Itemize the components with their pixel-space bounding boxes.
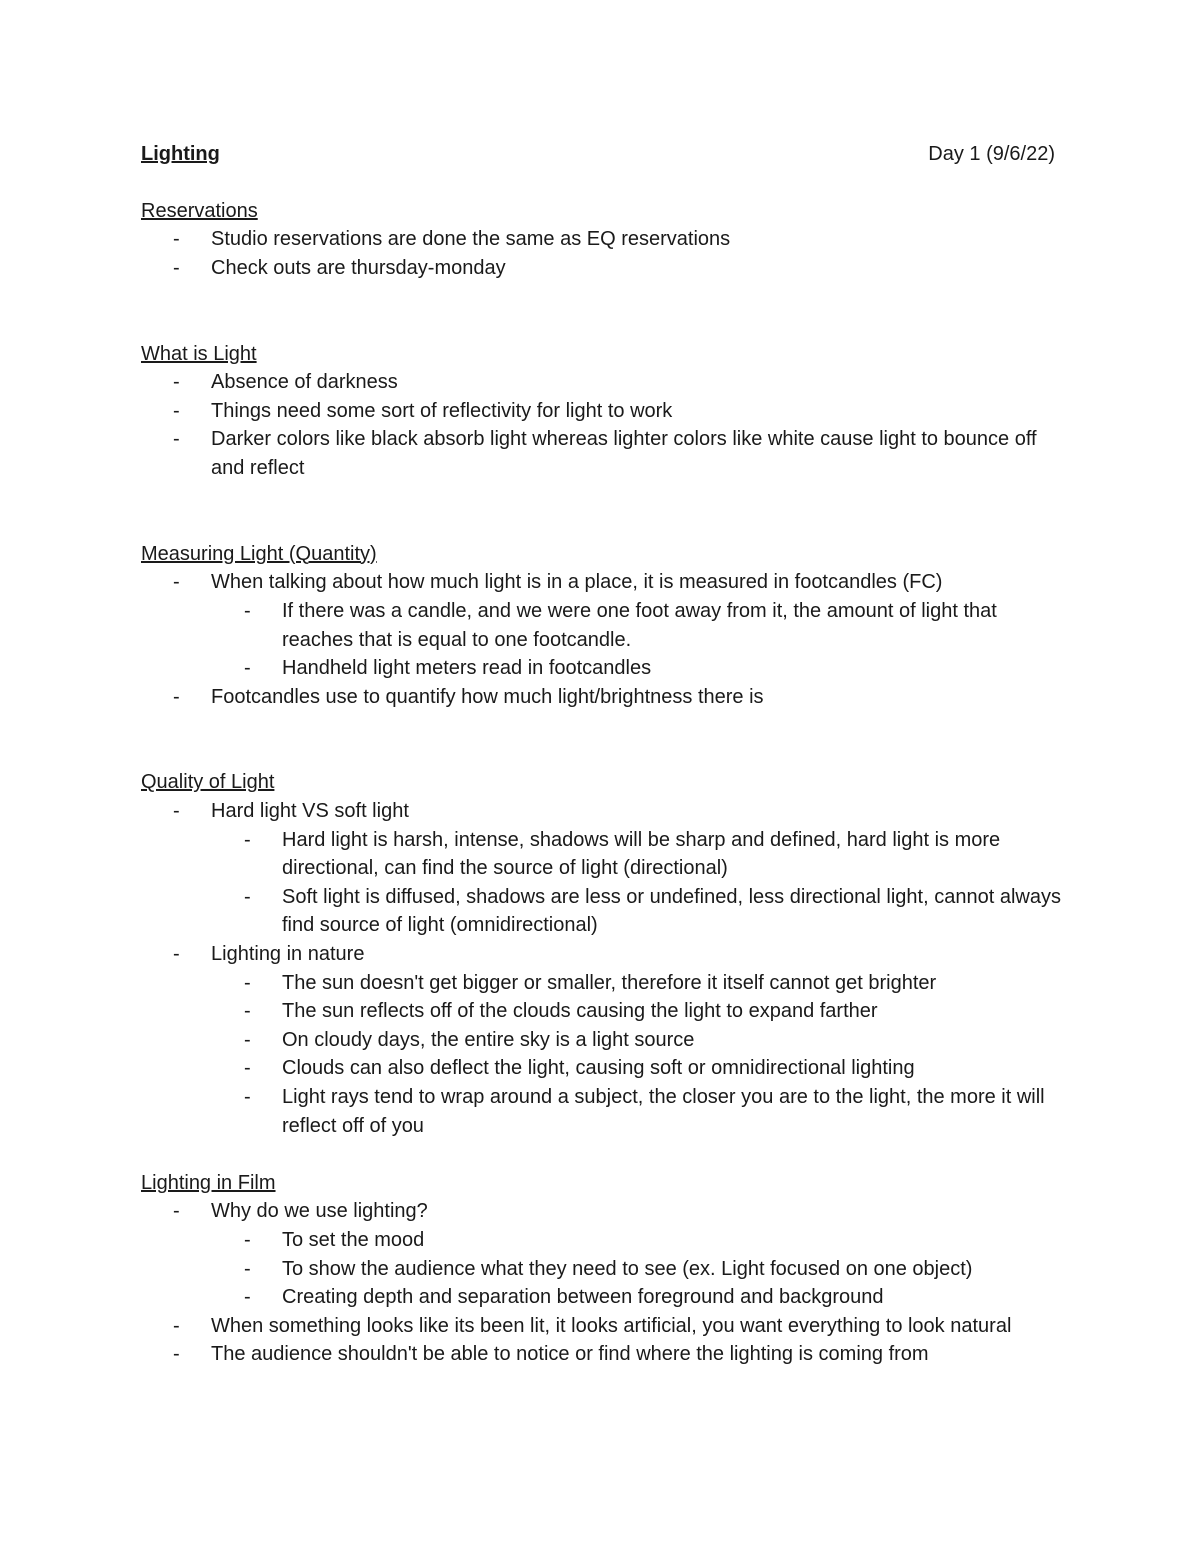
list-item xyxy=(141,1226,1061,1255)
spacer xyxy=(141,168,1061,197)
list-item-text: If there was a candle, and we were one foot away from it, the amount of light that reaches that is equal to one footcandle. xyxy=(282,599,997,651)
list-item-text: Absence of darkness xyxy=(211,371,398,394)
section-heading: Quality of Light xyxy=(141,771,275,794)
document-title: Lighting xyxy=(141,143,220,165)
list-item xyxy=(141,1283,1061,1312)
bullet-dash: - xyxy=(244,885,251,908)
document-page xyxy=(141,140,1061,1369)
list-item xyxy=(141,1340,1061,1369)
bullet-dash: - xyxy=(244,1286,251,1309)
bullet-dash: - xyxy=(244,1028,251,1051)
bullet-dash: - xyxy=(173,399,180,422)
list-item-text: Studio reservations are done the same as EQ reservations xyxy=(211,228,731,251)
spacer xyxy=(141,740,1061,769)
list-item-text: Creating depth and separation between foreground and background xyxy=(282,1286,884,1309)
bullet-dash: - xyxy=(244,971,251,994)
bullet-dash: - xyxy=(244,1086,251,1108)
spacer xyxy=(141,511,1061,540)
bullet-dash: - xyxy=(244,1257,251,1280)
list-item-text: Darker colors like black absorb light whereas lighter colors like white cause light to bounce off and reflect xyxy=(211,428,1037,479)
list-item-text: Soft light is diffused, shadows are less or undefined, less directional light, cannot always find source of light (omnidirectional) xyxy=(282,885,1061,937)
bullet-dash: - xyxy=(244,1000,251,1023)
list-item-text: When something looks like its been lit, it looks artificial, you want everything to look natural xyxy=(211,1314,1012,1337)
list-item xyxy=(141,225,1061,254)
list-item-text: Hard light is harsh, intense, shadows will be sharp and defined, hard light is more directional, can find the source of light (directional) xyxy=(282,828,1001,880)
bullet-dash: - xyxy=(173,1314,180,1337)
bullet-dash: - xyxy=(173,1200,180,1223)
section xyxy=(141,540,1061,712)
list-item-text: To show the audience what they need to see (ex. Light focused on one object) xyxy=(282,1257,973,1280)
bullet-dash: - xyxy=(244,828,251,851)
section-heading: Measuring Light (Quantity) xyxy=(141,542,377,565)
spacer xyxy=(141,483,1061,512)
bullet-dash: - xyxy=(173,256,180,279)
bullet-dash: - xyxy=(244,1228,251,1251)
bullet-list xyxy=(141,225,1061,282)
spacer xyxy=(141,1140,1061,1169)
section xyxy=(141,768,1061,1140)
list-item xyxy=(141,368,1061,397)
bullet-list xyxy=(141,1197,1061,1369)
title-row xyxy=(141,140,1061,168)
section-heading: Lighting in Film xyxy=(141,1171,276,1194)
list-item-text: Why do we use lighting? xyxy=(211,1200,428,1223)
list-item xyxy=(141,568,1061,597)
bullet-list xyxy=(141,368,1061,482)
list-item xyxy=(141,683,1061,712)
section xyxy=(141,197,1061,283)
bullet-list xyxy=(141,568,1061,711)
spacer xyxy=(141,311,1061,340)
list-item-text: Light rays tend to wrap around a subject, the closer you are to the light, the more it will reflect off of you xyxy=(282,1086,1045,1137)
bullet-dash: - xyxy=(244,657,251,680)
list-item xyxy=(141,654,1061,683)
list-item xyxy=(141,1026,1061,1055)
list-item-text: Lighting in nature xyxy=(211,943,365,966)
list-item-text: Hard light VS soft light xyxy=(211,800,409,823)
list-item xyxy=(141,940,1061,969)
list-item-text: Footcandles use to quantify how much light/brightness there is xyxy=(211,685,764,708)
bullet-dash: - xyxy=(173,571,180,594)
list-item xyxy=(141,1083,1061,1140)
list-item-text: Clouds can also deflect the light, causing soft or omnidirectional lighting xyxy=(282,1057,915,1080)
list-item xyxy=(141,969,1061,998)
list-item-text: Things need some sort of reflectivity for light to work xyxy=(211,399,673,422)
list-item xyxy=(141,826,1061,883)
list-item-text: The sun reflects off of the clouds causing the light to expand farther xyxy=(282,1000,878,1023)
list-item-text: Check outs are thursday-monday xyxy=(211,256,506,279)
list-item xyxy=(141,397,1061,426)
document-date: Day 1 (9/6/22) xyxy=(928,143,1055,165)
bullet-dash: - xyxy=(244,599,251,622)
list-item-text: When talking about how much light is in a place, it is measured in footcandles (FC) xyxy=(211,571,943,594)
section xyxy=(141,1169,1061,1369)
bullet-dash: - xyxy=(173,685,180,708)
section-heading: Reservations xyxy=(141,199,258,222)
list-item xyxy=(141,1255,1061,1284)
bullet-dash: - xyxy=(173,428,180,451)
list-item xyxy=(141,254,1061,283)
list-item xyxy=(141,797,1061,826)
list-item xyxy=(141,425,1061,482)
list-item-text: Handheld light meters read in footcandles xyxy=(282,657,652,680)
section-heading: What is Light xyxy=(141,342,257,365)
list-item xyxy=(141,597,1061,654)
bullet-dash: - xyxy=(244,1057,251,1080)
spacer xyxy=(141,282,1061,311)
bullet-dash: - xyxy=(173,1343,180,1366)
list-item-text: On cloudy days, the entire sky is a light source xyxy=(282,1028,695,1051)
list-item xyxy=(141,883,1061,940)
list-item xyxy=(141,1197,1061,1226)
notes-body xyxy=(141,197,1061,1369)
list-item xyxy=(141,1312,1061,1341)
list-item-text: The sun doesn't get bigger or smaller, therefore it itself cannot get brighter xyxy=(282,971,937,994)
list-item xyxy=(141,1054,1061,1083)
bullet-dash: - xyxy=(173,800,180,823)
list-item-text: The audience shouldn't be able to notice or find where the lighting is coming from xyxy=(211,1343,929,1366)
bullet-dash: - xyxy=(173,943,180,966)
bullet-dash: - xyxy=(173,371,180,394)
bullet-dash: - xyxy=(173,228,180,251)
bullet-list xyxy=(141,797,1061,1140)
spacer xyxy=(141,711,1061,740)
section xyxy=(141,340,1061,483)
list-item-text: To set the mood xyxy=(282,1228,425,1251)
list-item xyxy=(141,997,1061,1026)
